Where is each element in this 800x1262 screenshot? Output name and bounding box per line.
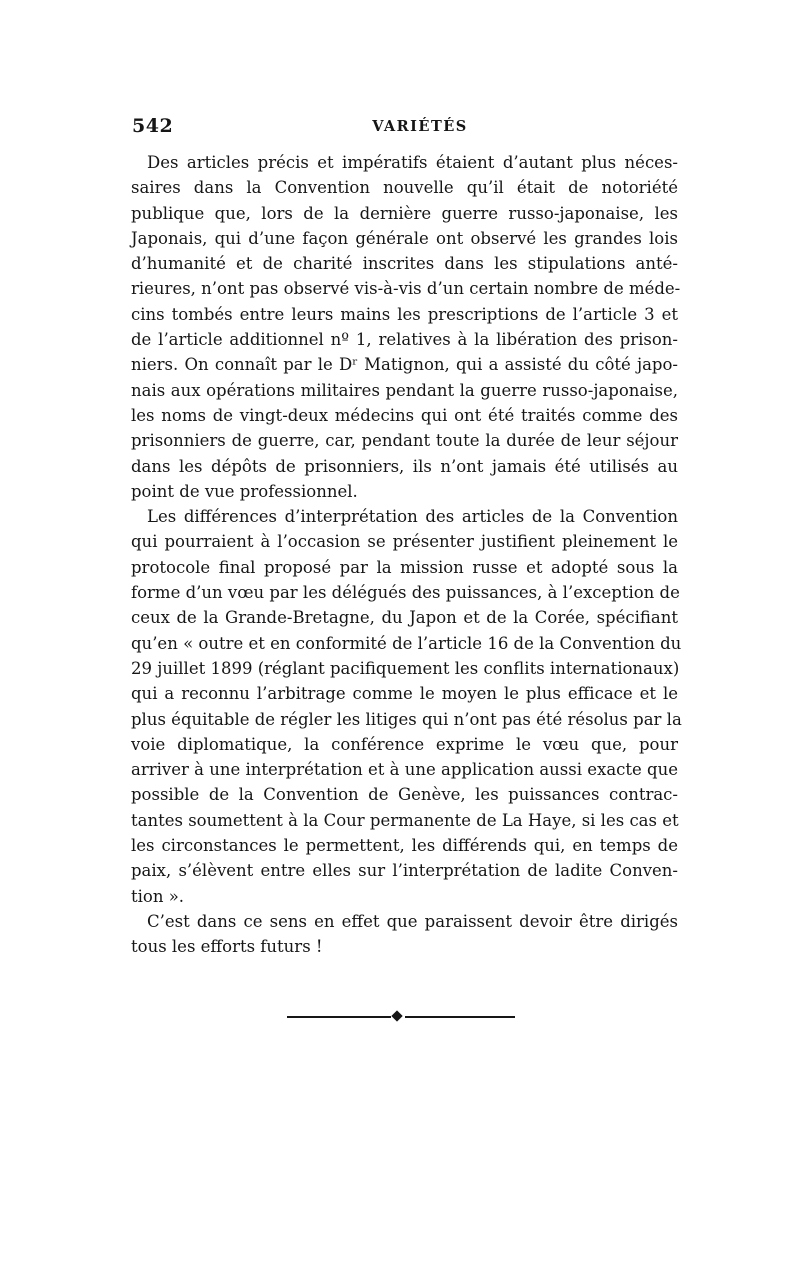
text-line: nais aux opérations militaires pendant la guerre russo-japonaise,	[131, 380, 678, 400]
running-title: VARIÉTÉS	[372, 118, 468, 135]
text-line: les circonstances le permettent, les différends qui, en temps de	[131, 836, 678, 856]
text-line: qu’en « outre et en conformité de l’article 16 de la Convention du	[131, 633, 682, 653]
text-line: tion ».	[131, 886, 185, 906]
page-number: 542	[132, 115, 174, 137]
text-line: ceux de la Grande-Bretagne, du Japon et de la Corée, spécifiant	[131, 608, 678, 628]
text-line: les noms de vingt-deux médecins qui ont été traités comme des	[131, 405, 678, 425]
text-line: voie diplomatique, la conférence exprime le vœu que, pour	[131, 734, 678, 754]
text-line: niers. On connaît par le Dʳ Matignon, qui a assisté du côté japo-	[131, 355, 678, 375]
text-line: qui a reconnu l’arbitrage comme le moyen le plus efficace et le	[131, 684, 678, 704]
ornament-rule-right	[405, 1016, 515, 1018]
text-line: rieures, n’ont pas observé vis-à-vis d’un certain nombre de méde-	[131, 279, 681, 299]
text-line: plus équitable de régler les litiges qui n’ont pas été résolus par la	[131, 709, 682, 729]
text-line: paix, s’élèvent entre elles sur l’interprétation de ladite Conven-	[131, 861, 678, 881]
text-line: qui pourraient à l’occasion se présenter justifient pleinement le	[131, 532, 678, 552]
ornament-rule-left	[287, 1016, 391, 1018]
text-line: 29 juillet 1899 (réglant pacifiquement les conflits internationaux)	[131, 658, 680, 678]
body-text	[131, 150, 682, 960]
text-line: possible de la Convention de Genève, les puissances contrac-	[131, 785, 678, 805]
text-line: protocole final proposé par la mission russe et adopté sous la	[131, 557, 678, 577]
text-line: dans les dépôts de prisonniers, ils n’ont jamais été utilisés au	[131, 456, 678, 476]
text-line: cins tombés entre leurs mains les prescriptions de l’article 3 et	[131, 304, 678, 324]
text-line: Des articles précis et impératifs étaient d’autant plus néces-	[147, 153, 678, 172]
text-line: Les différences d’interprétation des articles de la Convention	[147, 507, 678, 527]
text-line: Japonais, qui d’une façon générale ont observé les grandes lois	[131, 228, 678, 248]
text-line: d’humanité et de charité inscrites dans les stipulations anté-	[131, 254, 678, 274]
section-end-ornament	[287, 1011, 515, 1023]
text-line: C’est dans ce sens en effet que paraissent devoir être dirigés	[147, 911, 678, 931]
text-line: publique que, lors de la dernière guerre russo-japonaise, les	[131, 203, 678, 223]
text-line: tous les efforts futurs !	[131, 937, 323, 957]
diamond-ornament-icon	[391, 1010, 402, 1021]
text-line: saires dans la Convention nouvelle qu’il était de notoriété	[131, 178, 678, 198]
text-line: de l’article additionnel nº 1, relatives à la libération des prison-	[131, 330, 678, 350]
text-line: tantes soumettent à la Cour permanente de La Haye, si les cas et	[131, 810, 679, 830]
text-line: point de vue professionnel.	[131, 481, 358, 501]
text-line: arriver à une interprétation et à une application aussi exacte que	[131, 760, 678, 780]
text-line: forme d’un vœu par les délégués des puissances, à l’exception de	[131, 583, 680, 603]
text-line: prisonniers de guerre, car, pendant toute la durée de leur séjour	[131, 431, 678, 451]
